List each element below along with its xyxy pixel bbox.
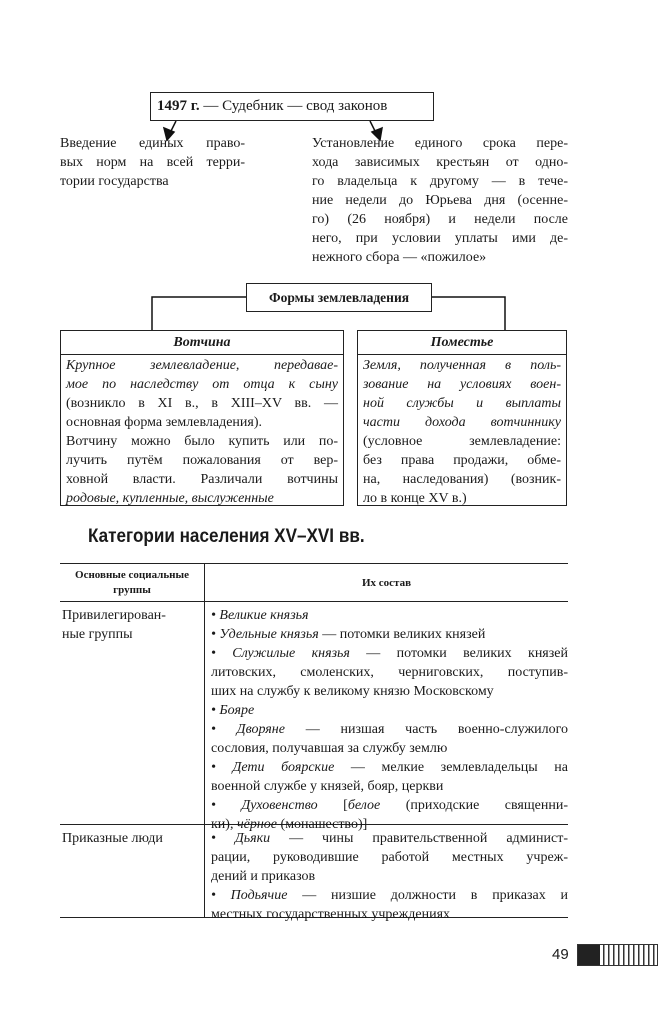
text-segment: • Служилые князья (211, 646, 350, 661)
text-line: Земля, полученная в поль- (363, 358, 561, 373)
composition-line (211, 905, 568, 924)
text-segment: — потомки великих князей (349, 646, 568, 661)
text-segment: — чины правительственной админист- (270, 831, 568, 846)
composition-line (211, 848, 568, 867)
text-line: Вотчину можно было купить или по- (66, 434, 338, 449)
text-segment: [ (317, 798, 348, 813)
composition-line (211, 758, 568, 777)
header-groups: Основные социальные группы (60, 564, 205, 601)
population-table (60, 563, 569, 922)
text-segment: • Подьячие (211, 888, 288, 903)
composition-line (211, 663, 568, 682)
text-segment: (монашество)] (277, 817, 368, 832)
section-title: Категории населения XV–XVI вв. (88, 526, 365, 547)
text-segment: (приходские священни- (380, 798, 568, 813)
text-segment: белое (347, 798, 381, 813)
text-segment: • Дьяки (211, 831, 271, 846)
page-number: 49 (552, 946, 569, 963)
text-segment: дений и приказов (211, 869, 316, 884)
text-line: основная форма землевладения). (66, 415, 262, 430)
composition-line (211, 720, 568, 739)
text-line: хода зависимых крестьян от одно- (312, 155, 568, 170)
text-segment: — потомки великих князей (318, 627, 486, 642)
text-line: го владельца к другому — в тече- (312, 174, 568, 189)
text-line: ние недели до Юрьева дня (осенне- (312, 193, 568, 208)
sudebnik-left-text (60, 134, 245, 191)
text-line: тории государства (60, 174, 169, 189)
text-line: зование на условиях воен- (363, 377, 561, 392)
votchina-title: Вотчина (61, 331, 343, 355)
text-segment: ших на службу к великому князю Московскому (211, 684, 494, 699)
group-line: ные группы (62, 627, 133, 642)
header-composition: Их состав (361, 577, 412, 589)
forms-title-box (246, 283, 432, 312)
text-line: лучить путём пожалования от вер- (66, 453, 338, 468)
composition-line (211, 644, 568, 663)
pomestie-title: Поместье (358, 331, 566, 355)
text-line: на, наследования) (возник- (363, 472, 561, 487)
text-line: мое по наследству от отца к сыну (66, 377, 338, 392)
group-cell (60, 602, 205, 824)
composition-line (211, 777, 568, 796)
table-row (60, 825, 568, 922)
text-segment: — мелкие землевладельцы на (334, 760, 569, 775)
composition-line (211, 829, 568, 848)
text-segment: рации, руководившие работой местных учреж- (211, 850, 568, 865)
text-line: Крупное землевладение, передавае- (66, 358, 338, 373)
text-segment: литовских, смоленских, черниговских, поступив- (211, 665, 568, 680)
text-segment: • Великие князья (211, 608, 309, 623)
group-cell (60, 825, 205, 917)
text-line: Введение единых право- (60, 136, 245, 151)
composition-cell (205, 825, 568, 922)
connector-right (432, 297, 505, 330)
text-segment: — низшие должности в приказах и (287, 888, 568, 903)
sudebnik-right-text (312, 134, 568, 267)
text-segment: • Духовенство (211, 798, 318, 813)
page-bar-decoration (577, 944, 658, 966)
text-line: ховной власти. Различали вотчины (66, 472, 338, 487)
text-line: родовые, купленные, выслуженные (66, 491, 274, 506)
sudebnik-title: — Судебник — свод законов (199, 98, 388, 114)
text-segment: • Дворяне (211, 722, 285, 737)
connector-left (152, 297, 246, 330)
table-row (60, 602, 569, 832)
text-line: (возникло в XI в., в XIII–XV вв. — (66, 396, 338, 411)
text-segment: • Удельные князья (211, 627, 319, 642)
text-line: нежного сбора — «пожилое» (312, 250, 487, 265)
group-line: Приказные люди (62, 831, 163, 846)
sudebnik-year: 1497 г. (157, 98, 200, 114)
text-segment: местных государственных учреждениях (211, 907, 451, 922)
composition-line (211, 796, 568, 815)
composition-line (211, 886, 568, 905)
text-segment: сословия, получавшая за службу землю (211, 741, 448, 756)
text-line: без права продажи, обме- (363, 453, 561, 468)
composition-line (211, 867, 568, 886)
text-line: го) (26 ноября) и недели после (312, 212, 568, 227)
text-segment: • Дети боярские (211, 760, 335, 775)
table-header (60, 563, 568, 602)
text-line: Установление единого срока пере- (312, 136, 568, 151)
composition-line (211, 701, 568, 720)
text-segment: ки), (211, 817, 237, 832)
text-segment: • Бояре (211, 703, 255, 718)
text-line: вых норм на всей терри- (60, 155, 245, 170)
text-segment: — низшая часть военно-служилого (284, 722, 569, 737)
votchina-box (60, 330, 344, 506)
text-line: ной службы и выплаты (363, 396, 561, 411)
group-line: Привилегирован- (62, 608, 166, 623)
text-line: части дохода вотчиннику (363, 415, 561, 430)
text-line: ло в конце XV в.) (363, 491, 467, 506)
text-segment: военной службе у князей, бояр, церкви (211, 779, 444, 794)
text-line: него, при условии уплаты ими де- (312, 231, 568, 246)
pomestie-box (357, 330, 567, 506)
composition-cell (205, 602, 569, 832)
composition-line (211, 739, 568, 758)
forms-title: Формы землевладения (268, 290, 410, 305)
text-line: (условное землевладение: (363, 434, 561, 449)
text-segment: чёрное (236, 817, 278, 832)
composition-line (211, 625, 568, 644)
composition-line (211, 606, 568, 625)
composition-line (211, 682, 568, 701)
